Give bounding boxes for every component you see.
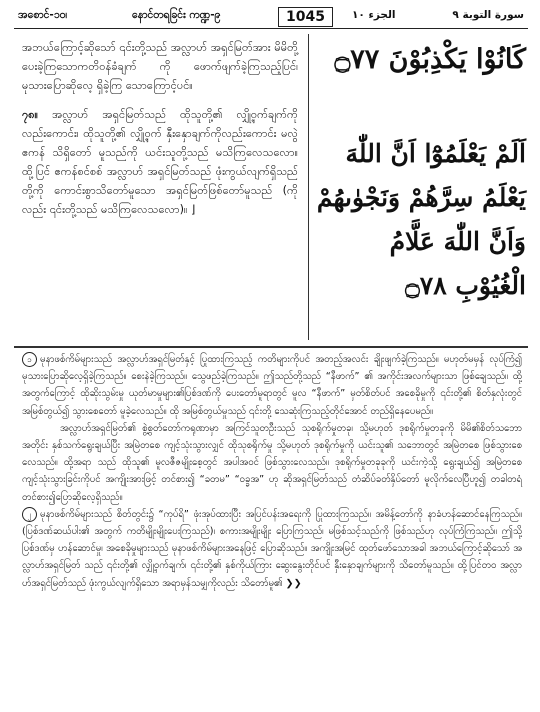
footnote-1-continued: အလ္လာဟ်အရှင်မြတ်၏ စွဲ့စွတ်တော်ကရုဏာမှာ အကြင်သူတဦးသည် သုစရိုက်မှုတခု၊ သို့မဟုတ် ဒုစရိုက်မှုတခုကို မိမိ၏စိတ်သဘောအတိုင်း နှစ်သက်ရွေးချယ်ပြီး အမြဲတစေ ကျင့်သုံးသွားလျှင် ထိုသုစရိုက်မှု သို့မဟုတ် ဒုစရိုက်မှုကို ယင်းသူ၏ သဘောတွင် အမြဲတစေ ဖြစ်သွားစေလေသည်။ ထို့အရာ သည် ထိုသူ၏ မူလဇီဇမျိုးစေ့တွင် အပါအဝင် ဖြစ်သွားလေသည်။ ဒုစရိုက်မှုတခုခုကို ယင်းကဲ့သို့ ရွေးချယ်၍ အမြဲတစေ ကျင့်သုံးသွားခြင်းကိုပင် အကျိုးအားဖြင့် တင်စား၍ “ခတမ” “ဝခ္ခအ” ဟု ဆိုအရှင်မြတ်သည် တံဆိပ်ခတ်နှိပ်တော် မူလိုက်လေပြီဟူ၍ တခါတရံ တင်စား၍ပြောဆိုလေ့ရှိသည်။ xyxy=(22,422,522,503)
arabic-line: يَعْلَمُ سِرَّهُمْ وَنَجْوٰىهُمْ xyxy=(316,183,526,212)
arabic-column xyxy=(316,40,526,308)
arabic-line: وَاَنَّ اللّٰهَ عَلَّامُ xyxy=(389,227,526,256)
footnote-marker: ၁ xyxy=(22,352,37,367)
footnote-marker: ၂ xyxy=(22,507,37,522)
chapter-label: နောင်တရခြင်း ကဏ္ဍ-၉ xyxy=(132,9,221,21)
volume-label: အစောင်-၁၀၊ xyxy=(18,9,68,21)
surah-label: سورة التوبة ٩ xyxy=(452,9,524,21)
arabic-line: اَلَمْ يَعْلَمُوْٓا اَنَّ اللّٰهَ xyxy=(345,139,526,168)
footnote-divider xyxy=(14,346,528,348)
column-divider xyxy=(308,34,309,340)
juz-label: الجزء ١٠ xyxy=(352,9,396,21)
translation-para-2 xyxy=(22,105,298,219)
translation-para-1: အဘယ်ကြောင့်ဆိုသော် ၎င်းတို့သည် အလ္လာဟ် အရှင်မြတ်အား မိမိတို့ ပေးခဲ့ကြသောကတိဝန်ခံချက် ကို ဖောက်ဖျက်ခဲ့ကြသည့်ပြင်၊ မုသားပြောဆိုလေ့ ရှိခဲ့ကြ သောကြောင့်ပင်။ xyxy=(22,41,298,92)
footnote-1 xyxy=(22,351,522,420)
arabic-line: الْغُيُوْبِ ۝٧٨ xyxy=(405,271,526,300)
footnotes xyxy=(22,351,522,592)
arabic-verse-77: كَانُوْا يَكْذِبُوْنَ ۝٧٧ xyxy=(334,44,526,75)
page-number: 1045 xyxy=(278,7,333,27)
translation-column xyxy=(22,38,298,229)
footnote-2 xyxy=(22,506,522,592)
arabic-verse-78 xyxy=(316,132,526,308)
footnote-1-text: မုနာဖစ်ကိမ်များသည် အလ္လာဟ်အရှင်မြတ်နှင့် ပြုထားကြသည့် ကတိများကိုပင် အတည့်အလင်း ချိုးဖျက်ခဲ့ကြသည်။ မဟုတ်မမှန် လုပ်ကြံ၍ မုသားပြောဆိုလေ့ရှိခဲ့ကြသည်။ စေးနဲခဲ့ကြသည်။ သွေဖည်ခဲ့ကြသည်။ ဤသည်တို့သည် “နီဖာက်” ၏ အကိုင်းအလက်များသာ ဖြစ်ချေသည်။ ထို့အတွက်ကြောင့် ထိုဆိုးသွမ်းမှု ယုတ်မာမှုများ၏ပြစ်ဒဏ်ကို ပေးတော်မူရာတွင် မူလ “နီဖာက်” မှတ်စိတ်ပင် အစေခိုမှုကို ၎င်းတို့၏ စိတ်နှလုံးတွင် အမြစ်တွယ်၍ သွားစေတော် မူခဲ့လေသည်။ ထို အမြစ်တွယ်မှုသည် ၎င်းတို့ သေဆုံးကြသည့်တိုင်အောင် တည်ရှိနေပေမည်။ xyxy=(22,354,522,417)
translation-para-2-text: အလ္လာဟ် အရှင်မြတ်သည် ထိုသူတို့၏ လျှို့ဝှက်ချက်ကိုလည်းကောင်း၊ ထိုသူတို့၏ လျှို့ဝှက် နှီးနှောချက်ကိုလည်းကောင်း မလွဲဧကန် သိရှိတော် မူသည်ကို ယင်းသူတို့သည် မသိကြလေသလော။ ထို့ပြင် ဧကန်စင်စစ် အလ္လာဟ် အရှင်မြတ်သည် ဖုံးကွယ်လျက်ရှိသည်တို့ကို ကောင်းစွာသိတော်မူသော အရှင်မြတ်ဖြစ်တော်မူသည် (ကိုလည်း ၎င်းတို့သည် မသိကြလေသလော)။ ⌋ xyxy=(22,108,298,216)
page-header xyxy=(14,6,528,29)
footnote-2-text: မုနာဖစ်ကိမ်များသည် စိတ်တွင်း၌ “ကုပ်ရိ” ဖုံးအုပ်ထားပြီး အပြင်ပန်းအရေးကို ပြုထားကြသည်။ အမိန့်တော်ကို နာခံဟန်ဆောင်နေကြသည်။ (ပြစ်ဒဏ်ဆယ်ပါး၏ အတွက် ကတိမျိုးမျိုးပေးကြသည်)၊ စကားအမျိုးမျိုး ပြောကြသည်၊ မဖြစ်သင့်သည်ကို ဖြစ်သည်ဟု လုပ်ကြံကြသည်။ ဤသို့ ပြစ်ဒဏ်မှ ဟန်ဆောင်မှု၊ အစေခိုမှုများသည် မုနာဖစ်ကိမ်များအနေဖြင့် ပြောဆိုသည်။ အကျိုးအမြင် ထုတ်ဖော်သောအခါ အဘယ်ကြောင့်ဆိုသော် အလ္လာဟ်အရှင်မြတ် သည် ၎င်းတို့၏ လျှို့ဝှက်ချက်၊ ၎င်းတို့၏ နှစ်ကိုယ်ကြား ဆွေးနွေးတိုင်ပင် နှီးနှောချက်များကို သိတော်မူသည်။ ထို့ပြင်တဝ အလ္လာဟ်အရှင်မြတ်သည် ဖုံးကွယ်လျက်ရှိသော အရာမှန်သမျှကိုလည်း သိတော်မူ၏ ❯❯ xyxy=(22,508,522,589)
verse-number: ၇၈။ xyxy=(22,108,39,121)
